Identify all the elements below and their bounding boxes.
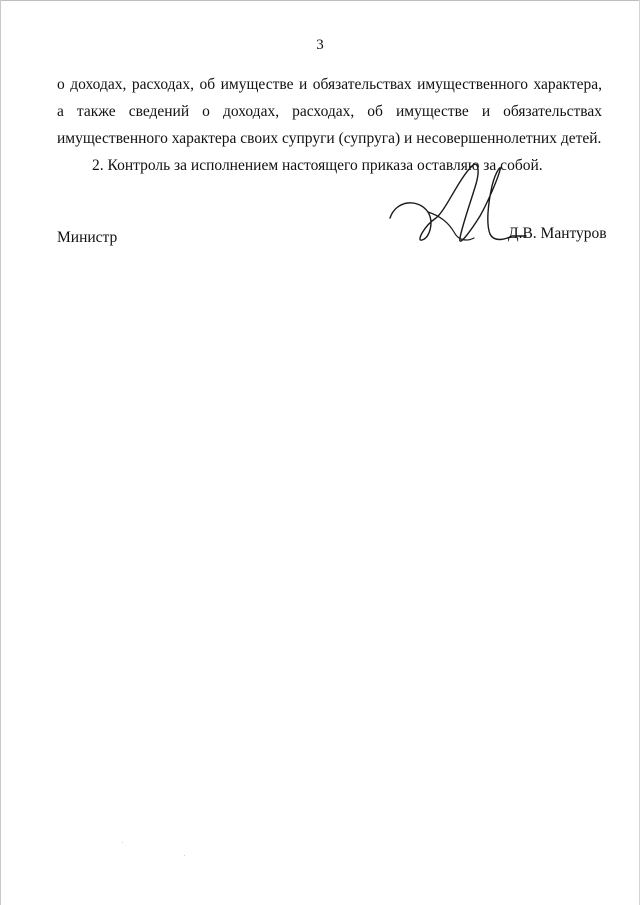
paragraph-line: а также сведений о доходах, расходах, об имуществе и обязательствах [57, 103, 602, 120]
paragraph-continuation [57, 71, 602, 152]
signatory-name: Д.В. Мантуров [508, 225, 607, 242]
scan-edge-top [0, 0, 640, 1]
scan-edge-left [0, 0, 1, 905]
scan-speck [122, 842, 123, 843]
page-number: 3 [316, 37, 324, 53]
signatory-title: Министр [57, 229, 118, 246]
paragraph-line: о доходах, расходах, об имуществе и обязательствах имущественного характера, [57, 76, 602, 93]
paragraph-item-2: 2. Контроль за исполнением настоящего приказа оставляю за собой. [92, 157, 543, 174]
paragraph-line: имущественного характера своих супруги (супруга) и несовершеннолетних детей. [57, 130, 602, 147]
scan-speck [184, 855, 185, 856]
handwritten-signature [388, 160, 528, 250]
